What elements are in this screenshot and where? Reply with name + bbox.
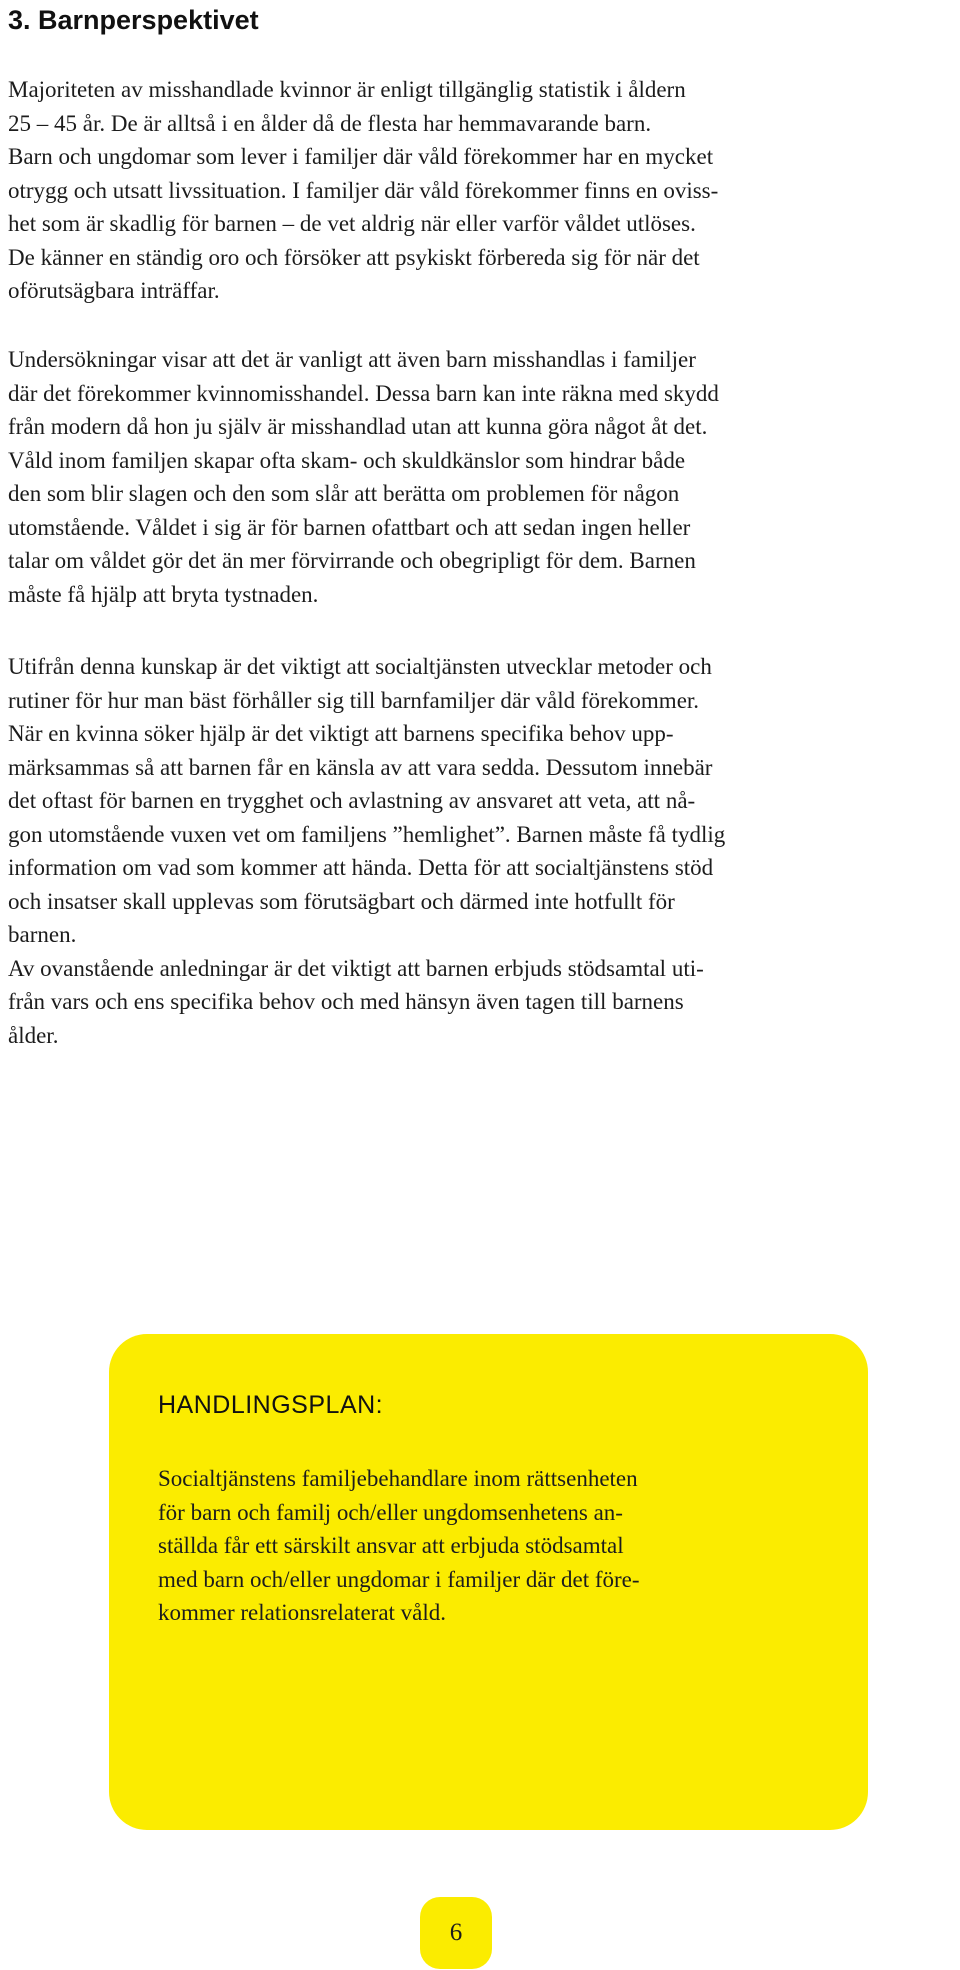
text-line: otrygg och utsatt livssituation. I familjer där våld förekommer finns en oviss-: [8, 177, 719, 203]
text-line: De känner en ständig oro och försöker att psykiskt förbereda sig för när det: [8, 244, 700, 270]
paragraph: [8, 343, 958, 611]
text-line: rutiner för hur man bäst förhåller sig till barnfamiljer där våld förekommer.: [8, 687, 700, 713]
text-line: gon utomstående vuxen vet om familjens ”hemlighet”. Barnen måste få tydlig: [8, 821, 726, 847]
text-line: Socialtjänstens familjebehandlare inom rättsenheten: [158, 1466, 638, 1491]
text-line: Av ovanstående anledningar är det viktigt att barnen erbjuds stödsamtal uti-: [8, 955, 704, 981]
text-line: måste få hjälp att bryta tystnaden.: [8, 581, 319, 607]
action-plan-text: [158, 1462, 640, 1630]
text-line: utomstående. Våldet i sig är för barnen ofattbart och att sedan ingen heller: [8, 514, 691, 540]
action-plan-heading: HANDLINGSPLAN:: [158, 1391, 384, 1419]
action-plan-box: [109, 1334, 868, 1830]
text-line: het som är skadlig för barnen – de vet aldrig när eller varför våldet utlöses.: [8, 211, 696, 236]
paragraph: [8, 650, 958, 1052]
text-line: för barn och familj och/eller ungdomsenhetens an-: [158, 1499, 623, 1525]
paragraph: [8, 73, 958, 308]
text-line: När en kvinna söker hjälp är det viktigt att barnens specifika behov upp-: [8, 721, 674, 746]
text-line: barnen.: [8, 922, 77, 947]
text-line: från vars och ens specifika behov och med hänsyn även tagen till barnens: [8, 989, 684, 1014]
text-line: Barn och ungdomar som lever i familjer där våld förekommer har en mycket: [8, 144, 714, 169]
text-line: från modern då hon ju själv är misshandlad utan att kunna göra något åt det.: [8, 414, 708, 439]
text-line: ålder.: [8, 1022, 59, 1048]
text-line: där det förekommer kvinnomisshandel. Dessa barn kan inte räkna med skydd: [8, 380, 719, 406]
text-line: det oftast för barnen en trygghet och avlastning av ansvaret att veta, att nå-: [8, 788, 696, 813]
text-line: 25 – 45 år. De är alltså i en ålder då de flesta har hemmavarande barn.: [8, 110, 652, 136]
text-line: med barn och/eller ungdomar i familjer där det före-: [158, 1566, 640, 1592]
text-line: talar om våldet gör det än mer förvirrande och obegripligt för dem. Barnen: [8, 548, 696, 573]
text-line: Utifrån denna kunskap är det viktigt att socialtjänsten utvecklar metoder och: [8, 654, 712, 679]
text-line: märksammas så att barnen får en känsla av att vara sedda. Dessutom innebär: [8, 754, 713, 780]
text-line: Undersökningar visar att det är vanligt att även barn misshandlas i familjer: [8, 347, 696, 372]
page-number: 6: [420, 1897, 492, 1969]
text-line: Majoriteten av misshandlade kvinnor är enligt tillgänglig statistik i åldern: [8, 77, 686, 102]
text-line: den som blir slagen och den som slår att berätta om problemen för någon: [8, 481, 680, 506]
text-line: ställda får ett särskilt ansvar att erbjuda stödsamtal: [158, 1533, 624, 1558]
text-line: oförutsägbara inträffar.: [8, 278, 220, 303]
text-line: kommer relationsrelaterat våld.: [158, 1600, 447, 1625]
text-line: Våld inom familjen skapar ofta skam- och skuldkänslor som hindrar både: [8, 447, 686, 473]
text-line: information om vad som kommer att hända. Detta för att socialtjänstens stöd: [8, 855, 714, 880]
section-title: 3. Barnperspektivet: [8, 5, 259, 35]
text-line: och insatser skall upplevas som förutsägbart och därmed inte hotfullt för: [8, 888, 675, 914]
